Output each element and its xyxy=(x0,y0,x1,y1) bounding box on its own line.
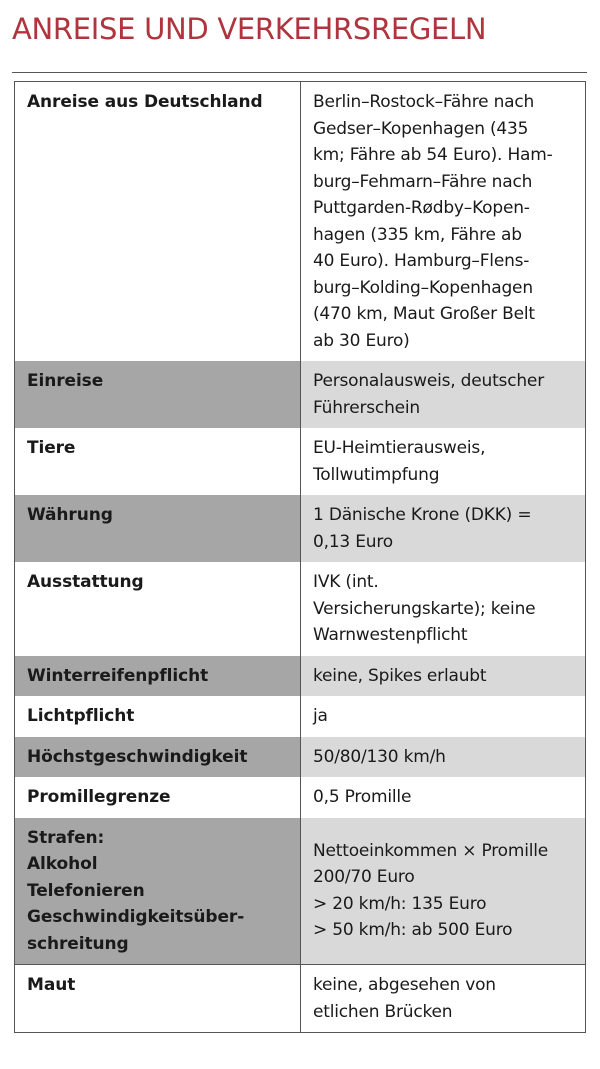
row-value xyxy=(301,737,586,778)
table-row xyxy=(15,495,586,562)
value-line: 1 Dänische Krone (DKK) = xyxy=(313,505,532,525)
value-line: Versicherungskarte); keine xyxy=(313,598,536,619)
label-line: Strafen: xyxy=(27,827,105,848)
table-row xyxy=(15,428,586,495)
value-line: > 50 km/h: ab 500 Euro xyxy=(313,920,513,941)
table-row xyxy=(15,82,586,362)
table-row xyxy=(15,562,586,656)
label-line: Telefonieren xyxy=(27,880,145,901)
title-divider xyxy=(12,72,587,73)
value-line: Gedser–Kopenhagen (435 xyxy=(313,118,529,139)
table-row xyxy=(15,777,586,818)
table-row xyxy=(15,361,586,428)
value-line: 200/70 Euro xyxy=(313,867,415,888)
table-row xyxy=(15,656,586,697)
value-line: etlichen Brücken xyxy=(313,1001,453,1022)
value-line: 50/80/130 km/h xyxy=(313,746,446,767)
label-line: Alkohol xyxy=(27,854,98,874)
value-line: Führerschein xyxy=(313,397,420,418)
row-value xyxy=(301,818,586,965)
value-line: ab 30 Euro) xyxy=(313,330,410,351)
row-value xyxy=(301,696,586,737)
row-label: Maut xyxy=(15,965,301,1033)
value-line: 0,13 Euro xyxy=(313,531,393,552)
value-line: Puttgarden-Rødby–Kopen- xyxy=(313,198,530,218)
row-value xyxy=(301,495,586,562)
row-label: Anreise aus Deutschland xyxy=(15,82,301,362)
value-line: keine, abgesehen von xyxy=(313,975,496,995)
value-line: 40 Euro). Hamburg–Flens- xyxy=(313,251,530,271)
value-line: IVK (int. xyxy=(313,572,379,592)
row-label xyxy=(15,818,301,965)
table-row xyxy=(15,696,586,737)
table-row xyxy=(15,818,586,965)
row-label: Lichtpflicht xyxy=(15,696,301,737)
row-value xyxy=(301,965,586,1033)
value-line: keine, Spikes erlaubt xyxy=(313,665,487,686)
value-line: burg–Fehmarn–Fähre nach xyxy=(313,171,533,192)
table-row xyxy=(15,737,586,778)
row-label: Winterreifenpflicht xyxy=(15,656,301,697)
value-line: ja xyxy=(313,706,328,726)
travel-info-table xyxy=(14,81,586,1033)
row-label: Promillegrenze xyxy=(15,777,301,818)
row-value xyxy=(301,562,586,656)
table-row xyxy=(15,965,586,1033)
value-line: Nettoeinkommen × Promille xyxy=(313,840,549,861)
value-line: > 20 km/h: 135 Euro xyxy=(313,893,487,914)
row-value xyxy=(301,82,586,362)
label-line: schreitung xyxy=(27,933,129,954)
value-line: Warnwestenpflicht xyxy=(313,625,468,645)
page-title: ANREISE UND VERKEHRSREGELN xyxy=(12,12,487,46)
row-label: Ausstattung xyxy=(15,562,301,656)
row-value xyxy=(301,656,586,697)
value-line: 0,5 Promille xyxy=(313,787,412,807)
value-line: burg–Kolding–Kopenhagen xyxy=(313,277,533,298)
row-value xyxy=(301,361,586,428)
value-line: hagen (335 km, Fähre ab xyxy=(313,224,522,245)
row-label: Höchstgeschwindigkeit xyxy=(15,737,301,778)
row-label: Tiere xyxy=(15,428,301,495)
row-value xyxy=(301,428,586,495)
value-line: EU-Heimtierausweis, xyxy=(313,438,486,458)
value-line: Tollwutimpfung xyxy=(313,464,440,485)
row-label: Währung xyxy=(15,495,301,562)
label-line: Geschwindigkeitsüber- xyxy=(27,907,245,927)
row-label: Einreise xyxy=(15,361,301,428)
value-line: (470 km, Maut Großer Belt xyxy=(313,304,535,324)
value-line: Personalausweis, deutscher xyxy=(313,371,544,391)
row-value xyxy=(301,777,586,818)
value-line: km; Fähre ab 54 Euro). Ham- xyxy=(313,145,553,165)
value-line: Berlin–Rostock–Fähre nach xyxy=(313,92,535,112)
